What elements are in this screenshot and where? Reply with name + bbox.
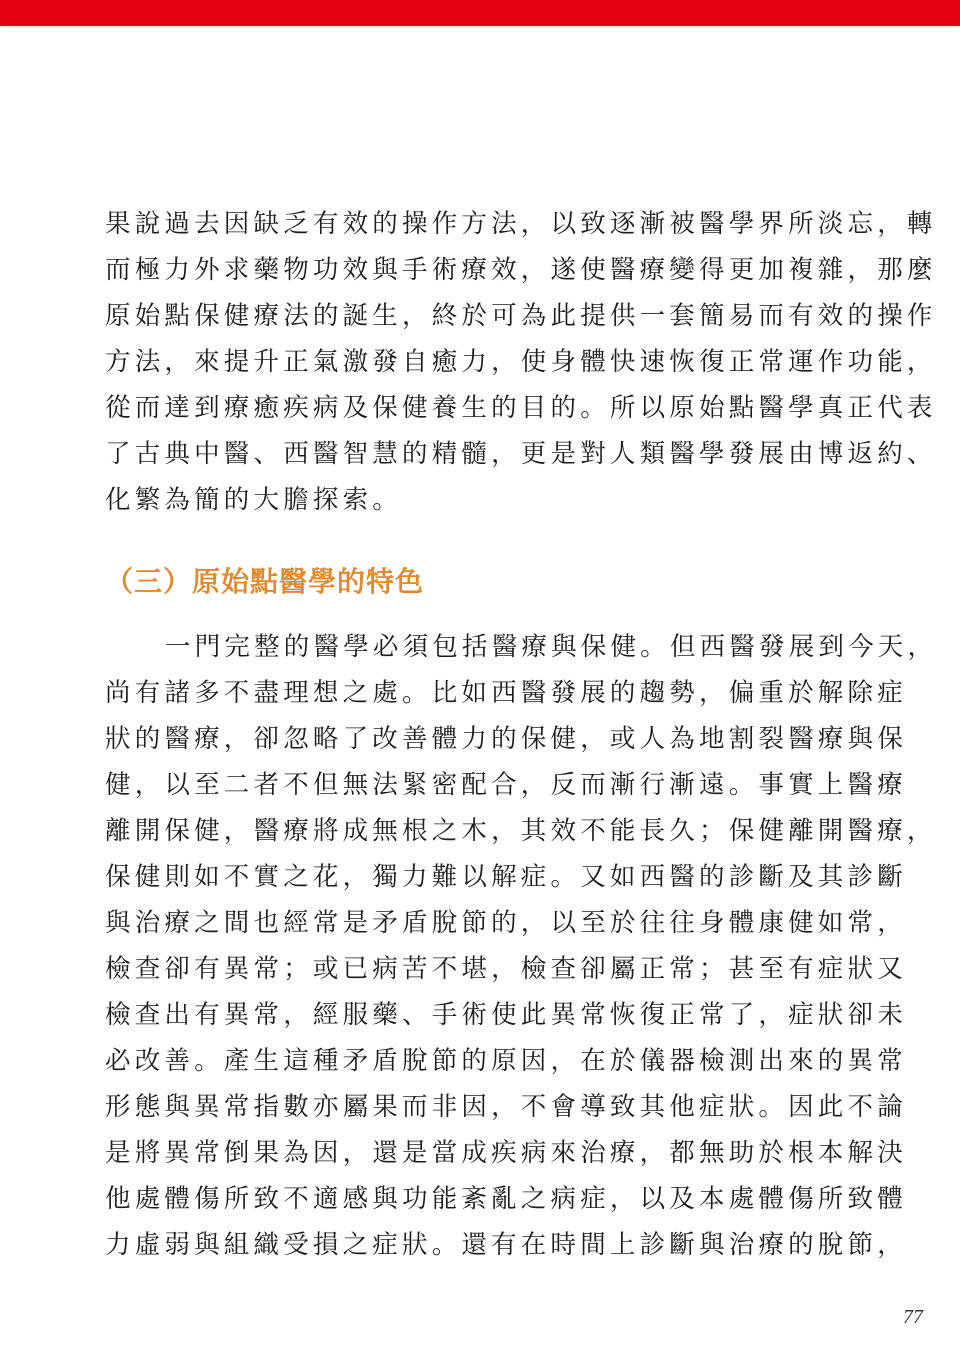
paragraph-2 <box>105 624 938 1268</box>
text-line: 而極力外求藥物功效與手術療效，遂使醫療變得更加複雜，那麼 <box>105 255 937 285</box>
text-line: 原始點保健療法的誕生，終於可為此提供一套簡易而有效的操作 <box>105 301 937 331</box>
text-line: 化繁為簡的大膽探索。 <box>105 485 403 515</box>
text-line: 從而達到療癒疾病及保健養生的目的。所以原始點醫學真正代表 <box>105 393 937 423</box>
section-heading: （三）原始點醫學的特色 <box>105 565 425 598</box>
top-red-bar <box>0 0 960 26</box>
text-line: 方法，來提升正氣激發自癒力，使身體快速恢復正常運作功能， <box>105 347 937 377</box>
text-line: 他處體傷所致不適感與功能紊亂之病症，以及本處體傷所致體 <box>105 1184 907 1214</box>
text-line: 是將異常倒果為因，還是當成疾病來治療，都無助於根本解決 <box>105 1138 907 1168</box>
text-line: 檢查卻有異常；或已病苦不堪，檢查卻屬正常；甚至有症狀又 <box>105 954 907 984</box>
text-line: 保健則如不實之花，獨力難以解症。又如西醫的診斷及其診斷 <box>105 862 907 892</box>
page-number: 77 <box>903 1306 923 1328</box>
text-line: 形態與異常指數亦屬果而非因，不會導致其他症狀。因此不論 <box>105 1092 907 1122</box>
text-line: 檢查出有異常，經服藥、手術使此異常恢復正常了，症狀卻未 <box>105 1000 907 1030</box>
text-line: 狀的醫療，卻忽略了改善體力的保健，或人為地割裂醫療與保 <box>105 724 907 754</box>
text-line: 果說過去因缺乏有效的操作方法，以致逐漸被醫學界所淡忘，轉 <box>105 209 937 239</box>
text-line: 健，以至二者不但無法緊密配合，反而漸行漸遠。事實上醫療 <box>105 770 907 800</box>
paragraph-1 <box>105 201 937 523</box>
text-line: 必改善。產生這種矛盾脫節的原因，在於儀器檢測出來的異常 <box>105 1046 907 1076</box>
text-line: 一門完整的醫學必須包括醫療與保健。但西醫發展到今天， <box>165 632 938 662</box>
text-line: 力虛弱與組織受損之症狀。還有在時間上診斷與治療的脫節， <box>105 1230 907 1260</box>
text-line: 尚有諸多不盡理想之處。比如西醫發展的趨勢，偏重於解除症 <box>105 678 907 708</box>
text-line: 與治療之間也經常是矛盾脫節的，以至於往往身體康健如常， <box>105 908 907 938</box>
text-line: 離開保健，醫療將成無根之木，其效不能長久；保健離開醫療， <box>105 816 937 846</box>
text-line: 了古典中醫、西醫智慧的精髓，更是對人類醫學發展由博返約、 <box>105 439 937 469</box>
